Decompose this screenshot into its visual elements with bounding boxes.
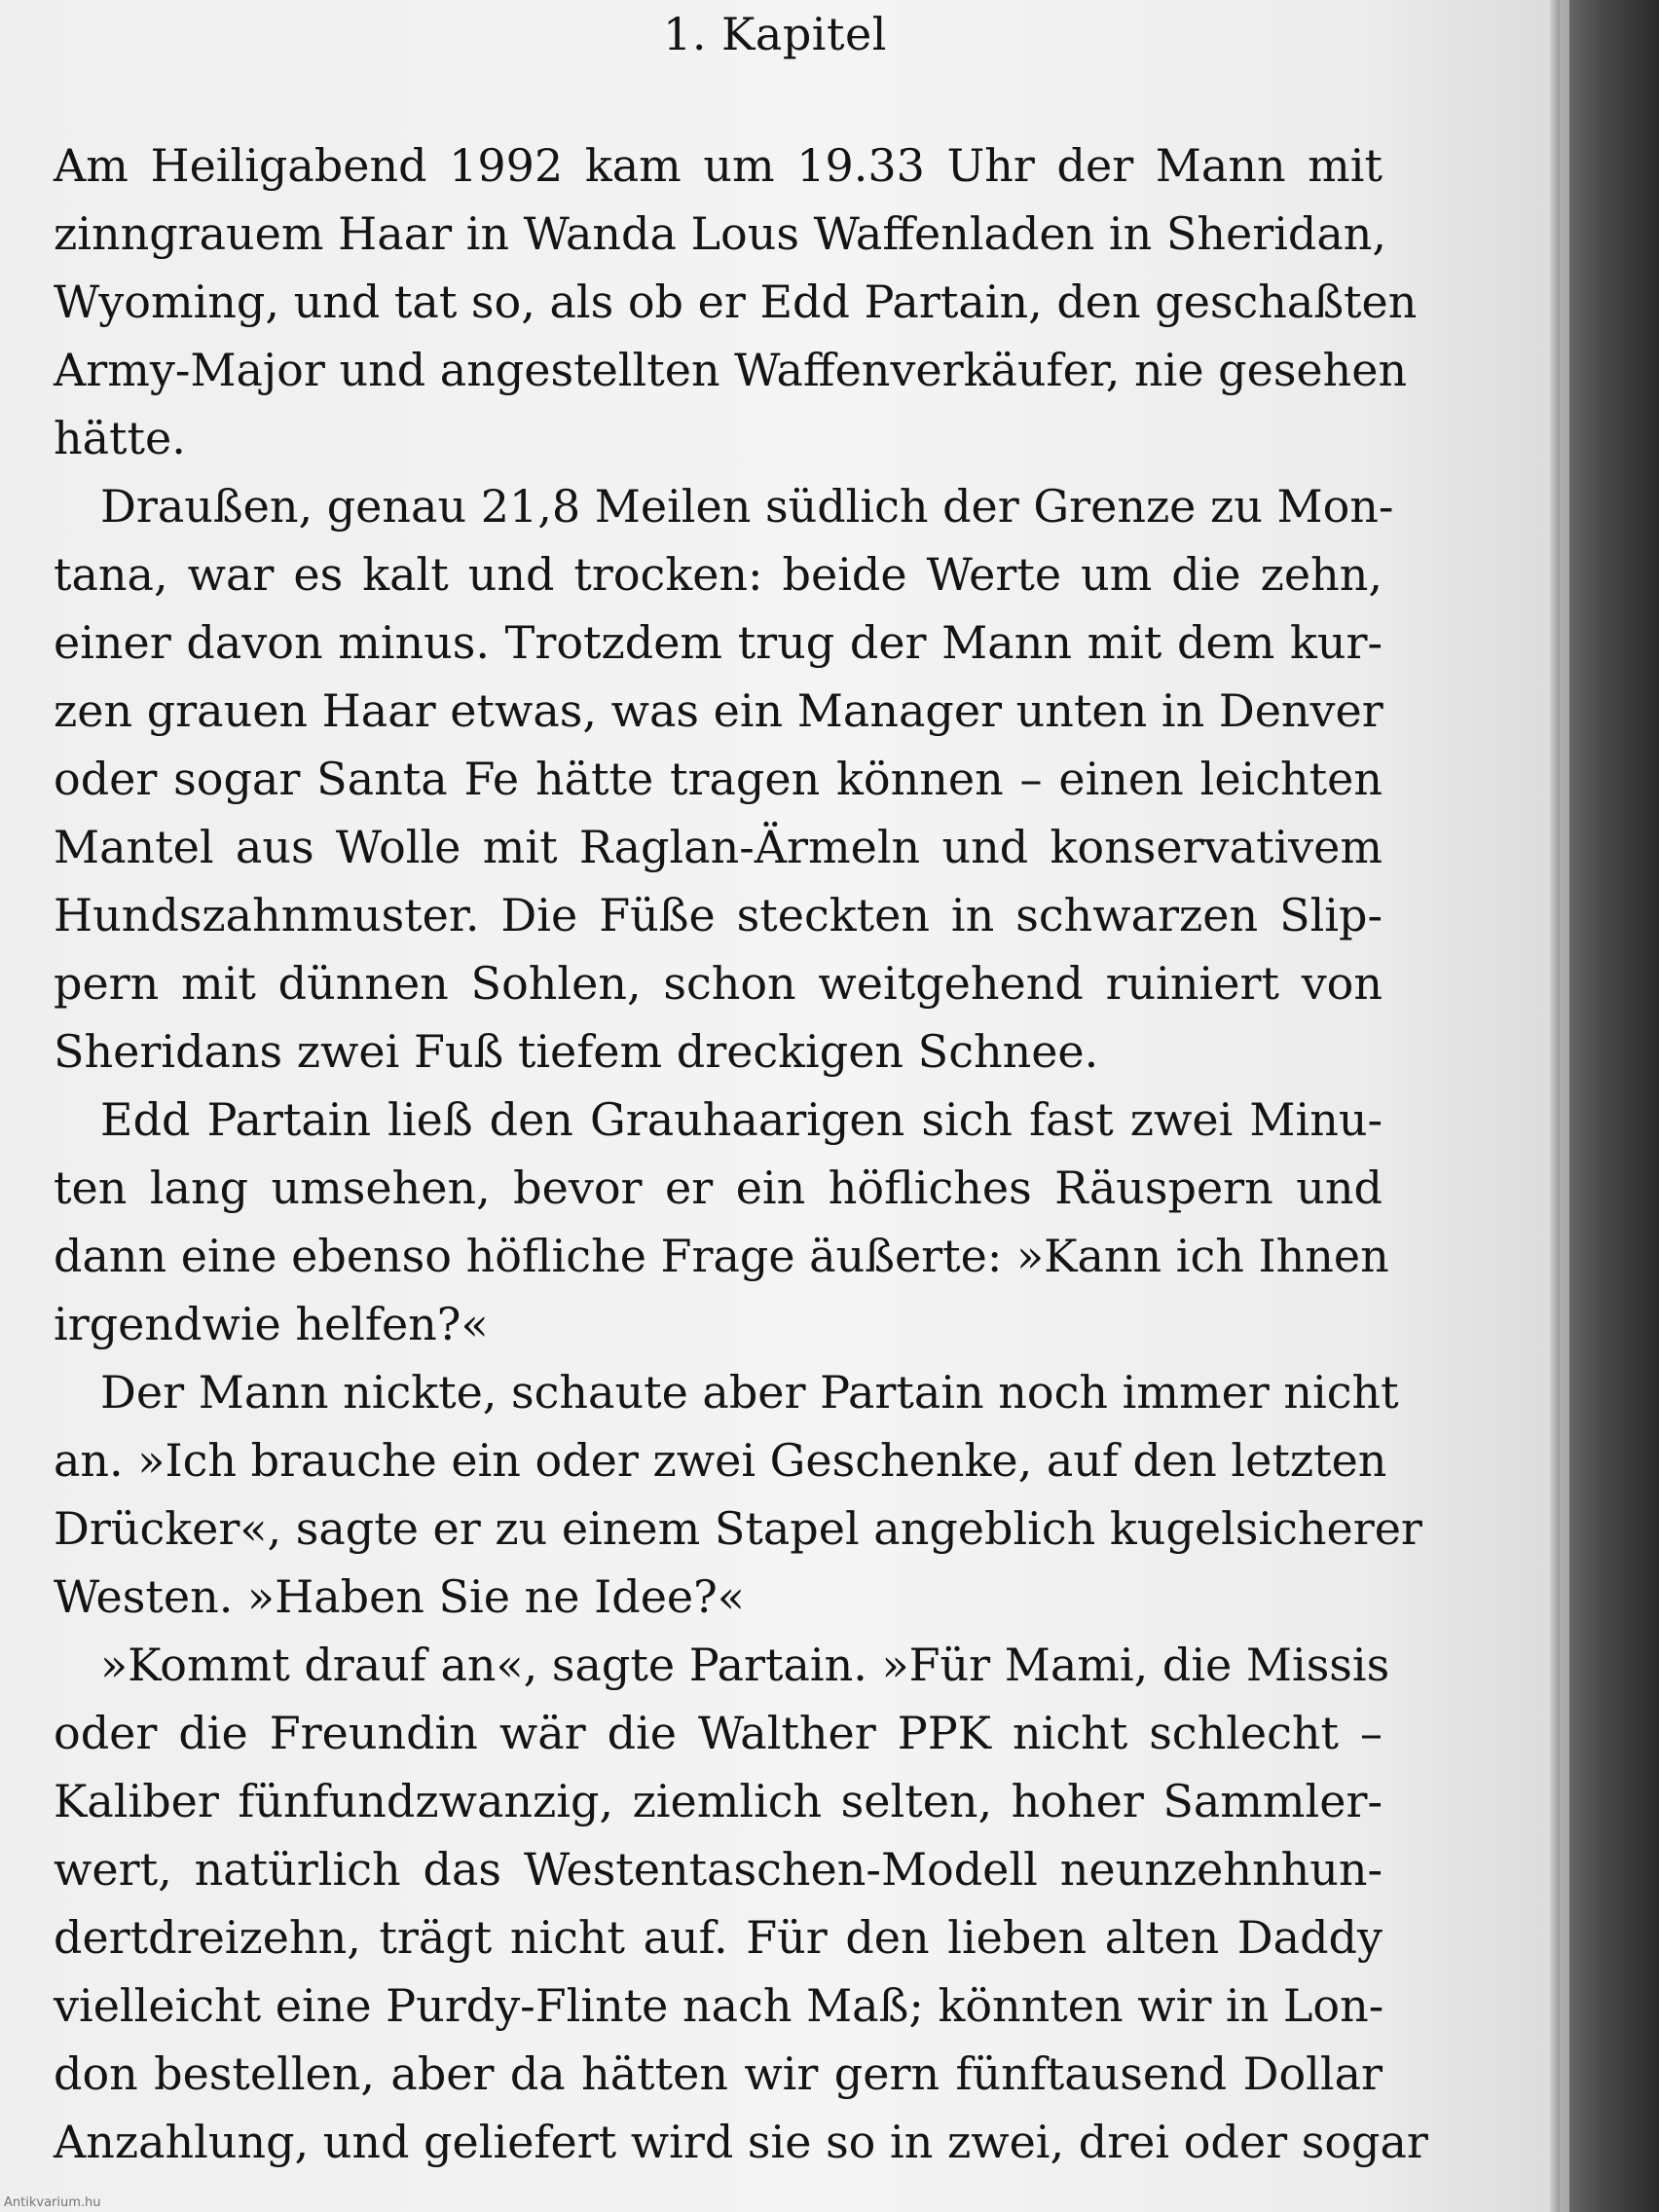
text-line: einer davon minus. Trotzdem trug der Mann mit dem kur-	[54, 616, 1382, 669]
text-line: wert, natürlich das Westentaschen-Modell neunzehnhun-	[54, 1843, 1382, 1896]
text-line: ten lang umsehen, bevor er ein höfliches Räuspern und	[54, 1161, 1382, 1214]
next-page-sliver	[1560, 0, 1569, 2212]
text-line: dertdreizehn, trägt nicht auf. Für den lieben alten Daddy	[54, 1911, 1382, 1964]
text-line: Mantel aus Wolle mit Raglan-Ärmeln und konservativem	[54, 821, 1382, 873]
text-line: vielleicht eine Purdy-Flinte nach Maß; könnten wir in Lon-	[54, 1979, 1384, 2032]
text-line: oder die Freundin wär die Walther PPK nicht schlecht –	[54, 1707, 1382, 1759]
text-line: Kaliber fünfundzwanzig, ziemlich selten, hoher Sammler-	[54, 1775, 1382, 1827]
text-line: an. »Ich brauche ein oder zwei Geschenke, auf den letzten	[54, 1434, 1387, 1487]
text-line: hätte.	[54, 412, 186, 464]
background-page	[1560, 0, 1659, 2212]
watermark: Antikvarium.hu	[4, 2195, 101, 2210]
text-line: Drücker«, sagte er zu einem Stapel angeblich kugelsicherer	[54, 1502, 1422, 1555]
text-line: zen grauen Haar etwas, was ein Manager unten in Denver	[54, 684, 1383, 737]
text-line: pern mit dünnen Sohlen, schon weitgehend ruiniert von	[54, 957, 1382, 1010]
text-line: »Kommt drauf an«, sagte Partain. »Für Mami, die Missis	[100, 1639, 1390, 1691]
text-line: Wyoming, und tat so, als ob er Edd Partain, den geschaßten	[54, 276, 1418, 328]
text-line: Anzahlung, und geliefert wird sie so in zwei, drei oder sogar	[54, 2116, 1428, 2168]
text-line: Sheridans zwei Fuß tiefem dreckigen Schnee.	[54, 1025, 1099, 1078]
text-line: dann eine ebenso höfliche Frage äußerte: »Kann ich Ihnen	[54, 1230, 1389, 1282]
text-line: Der Mann nickte, schaute aber Partain noch immer nicht	[100, 1366, 1399, 1419]
chapter-heading: 1. Kapitel	[663, 8, 887, 60]
text-line: don bestellen, aber da hätten wir gern fünftausend Dollar	[54, 2047, 1382, 2100]
text-line: tana, war es kalt und trocken: beide Werte um die zehn,	[54, 548, 1382, 601]
text-line: irgendwie helfen?«	[54, 1298, 489, 1350]
text-line: Edd Partain ließ den Grauhaarigen sich fast zwei Minu-	[100, 1093, 1382, 1146]
text-line: oder sogar Santa Fe hätte tragen können – einen leichten	[54, 753, 1382, 805]
text-line: Draußen, genau 21,8 Meilen südlich der Grenze zu Mon-	[100, 480, 1394, 533]
text-line: Army-Major und angestellten Waffenverkäufer, nie gesehen	[54, 344, 1408, 396]
text-line: Am Heiligabend 1992 kam um 19.33 Uhr der Mann mit	[54, 139, 1382, 192]
text-line: Hundszahnmuster. Die Füße steckten in schwarzen Slip-	[54, 889, 1382, 941]
text-line: zinngrauem Haar in Wanda Lous Waffenladen in Sheridan,	[54, 207, 1387, 260]
page-edge	[1550, 0, 1560, 2212]
text-line: Westen. »Haben Sie ne Idee?«	[54, 1570, 745, 1623]
body-text	[54, 131, 1428, 2176]
